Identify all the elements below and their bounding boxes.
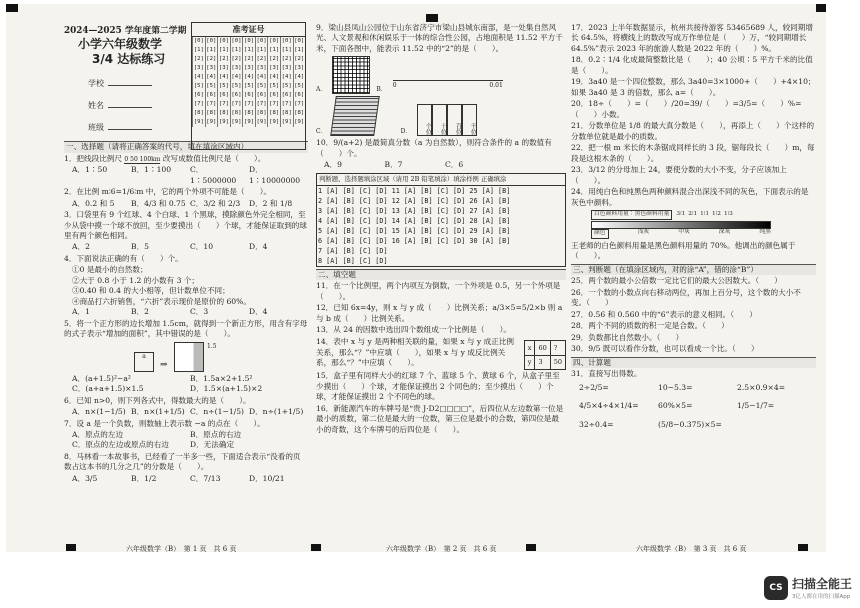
digit-bubble[interactable]: [7] [231, 101, 242, 108]
digit-bubble[interactable]: [9] [206, 119, 217, 126]
exam-sheet [6, 4, 826, 552]
digit-bubble[interactable]: [2] [218, 56, 229, 63]
question-26: 26．一个数的小数点向右移动两位，再加上百分号，这个数的大小不变。（ ） [571, 287, 801, 308]
scale-bar: 0 50 100km [124, 155, 161, 163]
question-4: 4．下面说法正确的有（ ）个。 [64, 253, 183, 263]
question-6: 6．已知 n>0，则下列各式中，得数最大的是（ ）。 [64, 395, 251, 405]
calc-item: 60%×5= [658, 401, 693, 411]
digit-bubble[interactable]: [6] [294, 92, 305, 99]
question-8: 8．马林看一本故事书，已经看了一半多一些，下面适合表示“没看的页数占这本书的几分之几”的分数是（ ）。 [64, 451, 301, 472]
question-25: 25．两个数的最小公倍数一定比它们的最大公因数大。（ ） [571, 276, 782, 286]
page-1-column [64, 22, 308, 544]
school-field[interactable]: 学校 [88, 78, 308, 89]
digit-bubble[interactable]: [0] [269, 38, 280, 45]
registration-mark [311, 544, 321, 551]
q9-figures-2: C． D． 个位 十位 百位 千位 [316, 96, 566, 136]
grid-figure-a [332, 56, 370, 94]
calc-item: 10−5.3= [658, 382, 693, 392]
calc-item: 2÷2/5= [579, 382, 609, 392]
camscanner-watermark [764, 575, 852, 600]
digit-bubble[interactable]: [0] [281, 38, 292, 45]
digit-bubble[interactable]: [5] [193, 83, 204, 90]
answer-row[interactable]: 2 [A] [B] [C] [D] 12 [A] [B] [C] [D] 26 [A] [B] [318, 196, 511, 205]
digit-bubble[interactable]: [9] [193, 119, 204, 126]
question-9: 9．梁山县凤山公园位于山东省济宁市梁山县城东南部，是一处集自然风光、人文景观和休闲娱乐于一体的综合性公园，占地面积是 11.52 平方千米，下面各图中，能表示 11.52 中的“2”的是（ ）。 [316, 23, 563, 53]
question-22: 22．把一根 m 米长的木条锯成同样长的 3 段，锯每段长（ ）m，每段是这根木条的（ ）。 [571, 143, 815, 163]
digit-bubble[interactable]: [4] [206, 74, 217, 81]
digit-bubble[interactable]: [5] [231, 83, 242, 90]
digit-bubble[interactable]: [8] [231, 110, 242, 117]
digit-bubble[interactable]: [0] [256, 38, 267, 45]
calc-item: (5/8−0.375)×5= [658, 419, 722, 429]
digit-bubble[interactable]: [0] [206, 38, 217, 45]
digit-bubble[interactable]: [4] [294, 74, 305, 81]
question-1: 1．把线段比例尺 0 50 100km 改写成数值比例尺是（ ）。 [64, 153, 266, 163]
question-13: 13．从 24 的因数中选出四个数组成一个比例是（ ）。 [316, 324, 512, 334]
digit-bubble[interactable]: [1] [231, 47, 242, 54]
digit-bubble[interactable]: [9] [269, 119, 280, 126]
digit-bubble[interactable]: [4] [218, 74, 229, 81]
digit-bubble[interactable]: [9] [231, 119, 242, 126]
section-fill-title: 二、填空题 [316, 269, 566, 280]
digit-bubble[interactable]: [0] [294, 38, 305, 45]
answer-row[interactable]: 5 [A] [B] [C] [D] 15 [A] [B] [C] [D] 29 [A] [B] [318, 226, 511, 235]
abacus-figure-d: 个位 十位 百位 千位 [417, 104, 477, 136]
answer-row[interactable]: 6 [A] [B] [C] [D] 16 [A] [B] [C] [D] 30 [A] [B] [318, 236, 511, 245]
digit-bubble[interactable]: [5] [281, 83, 292, 90]
calc-item: 2.5×0.9×4= [737, 382, 786, 392]
digit-bubble[interactable]: [5] [206, 83, 217, 90]
page-3-column [571, 22, 816, 544]
digit-bubble[interactable]: [2] [193, 56, 204, 63]
digit-bubble[interactable]: [2] [281, 56, 292, 63]
answer-row[interactable]: 8 [A] [B] [C] [D] [318, 256, 388, 265]
digit-bubble[interactable]: [5] [294, 83, 305, 90]
gray-scale-figure: 白色颜料用量∶黑色颜料用量 3∶1 2∶1 1∶1 1∶2 1∶3 颜色 浅灰 中灰 深灰 纯黑 [591, 210, 771, 239]
camscanner-icon: CS [764, 576, 788, 600]
q7-options: A．原点的左边 B．原点的右边 C．原点的左边或原点的右边 D．无法确定 [72, 430, 242, 450]
page-footer-2: 六年级数学（B） 第 2 页 共 6 页 [386, 545, 497, 553]
q8-options: A．3/5 B．1/2 C．7/13 D．10/21 [72, 473, 285, 483]
registration-mark [426, 14, 438, 22]
question-14: 14．表中 x 与 y 是两种相关联的量，如果 x 与 y 成正比例关系，那么“？”中应填（ ），如果 x 与 y 成反比例关系，那么“？”中应填（ ）。 [316, 337, 514, 368]
digit-bubble[interactable]: [9] [281, 119, 292, 126]
digit-bubble[interactable]: [5] [243, 83, 255, 90]
question-3: 3．口袋里有 9 个红球、4 个白球、1 个黑球，摸除颜色外完全相同，至少从袋中摸一个球不放回，至少要摸出（ ）个球，才能保证取到的球里有两个颜色相同。 [64, 210, 307, 240]
question-18: 18．0.2∶1/4 化成最简整数比是（ ）；40 公顷∶5 平方千米的比值是（ ）。 [571, 55, 813, 75]
question-29: 29．负数都比自然数小。（ ） [571, 332, 684, 342]
section-judge-title: 三、判断题（在填涂区域内，对的涂“A”，错的涂“B”） [571, 264, 816, 275]
digit-bubble[interactable]: [4] [193, 74, 204, 81]
name-field[interactable]: 姓名 [88, 100, 308, 111]
digit-bubble[interactable]: [9] [218, 119, 229, 126]
calc-item: 1/5−1/7= [737, 401, 775, 411]
digit-bubble[interactable]: [9] [256, 119, 267, 126]
question-21: 21．分数单位是 1/8 的最大真分数是（ ），再添上（ ）个这样的分数单位就是最小的质数。 [571, 121, 815, 141]
digit-bubble[interactable]: [6] [281, 92, 292, 99]
digit-bubble[interactable]: [6] [243, 92, 255, 99]
digit-bubble[interactable]: [1] [218, 47, 229, 54]
digit-bubble[interactable]: [7] [294, 101, 305, 108]
digit-bubble[interactable]: [7] [281, 101, 292, 108]
digit-bubble[interactable]: [7] [243, 101, 255, 108]
digit-bubble[interactable]: [3] [269, 65, 280, 72]
digit-bubble[interactable]: [9] [243, 119, 255, 126]
question-31: 31．直接写出得数。 [571, 369, 642, 379]
digit-bubble[interactable]: [1] [294, 47, 305, 54]
digit-bubble[interactable]: [6] [231, 92, 242, 99]
digit-bubble[interactable]: [1] [243, 47, 255, 54]
fill-area-title: 判断题、选择题填涂区域（请用 2B 铅笔填涂）填涂样例 正确填涂 [317, 174, 565, 186]
digit-bubble[interactable]: [0] [218, 38, 229, 45]
question-10: 10．9/(a+2) 是最简真分数（a 为自然数），则符合条件的 a 的数值有（ ）个。 [316, 138, 552, 158]
registration-mark [66, 544, 76, 551]
q24-tail: 王老师的白色颜料用量是黑色颜料用量的 70%。他调出的颜色属于（ ）。 [571, 240, 796, 261]
q2-options: A．0.2 和 5 B．4/3 和 0.75 C．3/2 和 2/3 D．2 和 1/8 [72, 198, 293, 208]
admission-title: 准考证号 [192, 23, 305, 37]
digit-bubble[interactable]: [8] [281, 110, 292, 117]
digit-bubble[interactable]: [8] [218, 110, 229, 117]
digit-bubble[interactable]: [2] [243, 56, 255, 63]
digit-bubble[interactable]: [0] [193, 38, 204, 45]
answer-fill-area[interactable] [316, 173, 566, 267]
answer-row[interactable]: 7 [A] [B] [C] [D] [318, 246, 388, 255]
digit-bubble[interactable]: [4] [231, 74, 242, 81]
section-calc-title: 四、计算题 [571, 357, 816, 368]
answer-row[interactable]: 3 [A] [B] [C] [D] 13 [A] [B] [C] [D] 27 [A] [B] [318, 206, 511, 215]
q5-options: A．(a+1.5)²−a² B．1.5a×2+1.5² C．(a+a+1.5)×1.5 D．1.5×(a+1.5)×2 [72, 373, 263, 394]
digit-bubble[interactable]: [0] [231, 38, 242, 45]
q4-options: A．1 B．2 C．3 D．4 [72, 307, 268, 317]
enlarged-square: 1.5 [174, 342, 204, 372]
digit-bubble[interactable]: [6] [193, 92, 204, 99]
class-field[interactable]: 班级 [88, 122, 308, 133]
digit-bubble[interactable]: [3] [281, 65, 292, 72]
year-line: 2024—2025 学年度第二学期 [64, 26, 187, 36]
q14-table: x 60 ? y 3 50 [524, 340, 566, 370]
digit-bubble[interactable]: [3] [243, 65, 255, 72]
page-footer-3: 六年级数学（B） 第 3 页 共 6 页 [636, 545, 747, 553]
digit-bubble[interactable]: [7] [218, 101, 229, 108]
square-figure [134, 342, 308, 372]
digit-bubble[interactable]: [0] [243, 38, 255, 45]
digit-bubble[interactable]: [2] [256, 56, 267, 63]
question-24: 24．用纯白色和纯黑色两种颜料混合出深浅不同的灰色，下面表示的是灰色中颜料。 [571, 187, 809, 207]
q9-figures: A． B． 0 0.01 [316, 56, 566, 94]
exam-title: 小学六年级数学 [78, 37, 163, 52]
question-27: 27．0.56 和 0.560 中的“6”表示的意义相同。（ ） [571, 309, 757, 319]
digit-bubble[interactable]: [8] [206, 110, 217, 117]
digit-bubble[interactable]: [4] [281, 74, 292, 81]
page-footer-1: 六年级数学（B） 第 1 页 共 6 页 [126, 545, 237, 553]
number-line-b: 0 0.01 [392, 82, 503, 90]
digit-bubble[interactable]: [1] [256, 47, 267, 54]
exam-subtitle: 3/4 达标练习 [92, 52, 166, 67]
page-2-column [316, 22, 566, 544]
registration-mark [6, 4, 18, 12]
digit-bubble[interactable]: [8] [193, 110, 204, 117]
question-7: 7．设 a 是一个负数，则数轴上表示数 −a 的点在（ ）。 [64, 418, 265, 428]
watermark-name: 扫描全能王 [791, 577, 852, 591]
digit-bubble[interactable]: [2] [231, 56, 242, 63]
digit-bubble[interactable]: [7] [206, 101, 217, 108]
digit-bubble[interactable]: [2] [269, 56, 280, 63]
digit-bubble[interactable]: [3] [218, 65, 229, 72]
calc-item: 32÷0.4= [579, 419, 614, 429]
answer-row[interactable]: 1 [A] [B] [C] [D] 11 [A] [B] [C] [D] 25 [A] [B] [318, 186, 511, 195]
digit-bubble[interactable]: [8] [294, 110, 305, 117]
small-square: a [134, 352, 154, 372]
digit-bubble[interactable]: [8] [269, 110, 280, 117]
question-12: 12．已知 6x=4y，则 x 与 y 成（ ）比例关系；a/3×5=5/2×b 则 a 与 b 成（ ）比例关系。 [316, 303, 563, 323]
digit-bubble[interactable]: [6] [218, 92, 229, 99]
digit-bubble[interactable]: [6] [206, 92, 217, 99]
q10-options: A．9 B．7 C．6 [324, 160, 464, 170]
section-choice-title: 一、选择题（请将正确答案的代号，填在填涂区域内） [64, 141, 308, 152]
question-28: 28．两个不同的质数的积一定是合数。（ ） [571, 321, 729, 331]
q6-options: A．n×(1−1/5) B．n×(1+1/5) C．n÷(1−1/5) D．n÷(1+1/5) [72, 407, 304, 417]
watermark-sub: 3亿人都在用的扫描App [791, 594, 851, 600]
digit-bubble[interactable]: [9] [294, 119, 305, 126]
digit-bubble[interactable]: [4] [243, 74, 255, 81]
digit-bubble[interactable]: [8] [256, 110, 267, 117]
digit-bubble[interactable]: [3] [193, 65, 204, 72]
registration-mark [798, 544, 808, 551]
digit-bubble[interactable]: [3] [231, 65, 242, 72]
gradient-bar [591, 221, 771, 229]
registration-mark [526, 544, 536, 551]
question-15: 15．盒子里有同样大小的红球 7 个、蓝球 5 个、黄球 6 个，从盒子里至少摸出（ ）个球，才能保证摸出 2 个同色的；至少摸出（ ）个球，才能保证摸出 2 个不同色的球。 [316, 371, 560, 402]
admission-number-box [191, 22, 306, 150]
digit-bubble[interactable]: [7] [269, 101, 280, 108]
question-2: 2．在比例 m∶6=1/6∶m 中，它的两个外项不可能是（ ）。 [64, 187, 272, 197]
question-11: 11．在一个比例里，两个内项互为倒数，一个外项是 0.5，另一个外项是（ ）。 [316, 281, 561, 301]
digit-bubble[interactable]: [3] [256, 65, 267, 72]
digit-bubble[interactable]: [5] [256, 83, 267, 90]
question-16: 16．新能源汽车的车牌号是“贵 J·D2□□□□”，后四位从左边数第一位是最小的质数，第二位是最大的一位数，第三位是最小的合数，第四位是最小的奇数，这个车牌号的后四位是（ ）。 [316, 403, 564, 434]
q1-options: A．1∶50 B．1∶100 C．1∶5000000 D．1∶10000000 [72, 165, 301, 185]
digit-bubble[interactable]: [2] [294, 56, 305, 63]
digit-bubble[interactable]: [1] [206, 47, 217, 54]
digit-bubble[interactable]: [3] [206, 65, 217, 72]
digit-bubble[interactable]: [1] [281, 47, 292, 54]
q3-options: A．2 B．5 C．10 D．4 [72, 242, 268, 252]
arrow-icon: ⇒ [160, 360, 168, 371]
digit-bubble[interactable]: [2] [206, 56, 217, 63]
digit-bubble[interactable]: [7] [256, 101, 267, 108]
question-30: 30．9/5 既可以看作分数，也可以看成一个比。（ ） [571, 344, 759, 354]
question-20: 20．18÷（ ）=（ ）/20=39/（ ）=3/5=（ ）%=（ ）小数。 [571, 99, 802, 119]
digit-bubble[interactable]: [1] [269, 47, 280, 54]
digit-bubble[interactable]: [1] [193, 47, 204, 54]
question-5: 5．将一个正方形的边长增加 1.5cm，就得到一个新正方形，用含有字母的式子表示“增加的面积”，其中错误的是（ ）。 [64, 318, 308, 339]
q4-statements: ①0 是最小的自然数； ②大于 0.8 小于 1.2 的小数有 3 个； ③0.40 和 0.4 的大小相等，但计数单位不同； ④商品打六折销售，“六折”表示现价是原价的 60%。 [72, 265, 251, 306]
question-19: 19．3a40 是一个四位整数，那么 3a40=3×1000+（ ）+4×10；如果 3a40 是 3 的倍数，那么 a=（ ）。 [571, 77, 816, 97]
registration-mark [816, 4, 826, 12]
digit-bubble[interactable]: [5] [269, 83, 280, 90]
digit-bubble[interactable]: [6] [256, 92, 267, 99]
calc-item: 4/5×4÷4×1/4= [579, 401, 639, 411]
question-23: 23．3/12 的分母加上 24，要使分数的大小不变，分子应该加上（ ）。 [571, 165, 787, 185]
digit-bubble[interactable]: [4] [269, 74, 280, 81]
digit-bubble[interactable]: [7] [193, 101, 204, 108]
digit-bubble[interactable]: [8] [243, 110, 255, 117]
digit-bubble[interactable]: [5] [218, 83, 229, 90]
calc-grid [571, 383, 816, 430]
answer-row[interactable]: 4 [A] [B] [C] [D] 14 [A] [B] [C] [D] 28 [A] [B] [318, 216, 511, 225]
admission-bubble-grid[interactable] [192, 37, 305, 127]
cube-figure-c [330, 96, 380, 136]
digit-bubble[interactable]: [6] [269, 92, 280, 99]
digit-bubble[interactable]: [3] [294, 65, 305, 72]
question-17: 17．2023 上半年数据显示，杭州共接待游客 53465689 人，较同期增长 64.5%，将横线上的数改写成万作单位是（ ）万，“较同期增长 64.5%”表示 2023 年的旅游人数是 2022 年的（ ）%。 [571, 23, 813, 53]
digit-bubble[interactable]: [4] [256, 74, 267, 81]
